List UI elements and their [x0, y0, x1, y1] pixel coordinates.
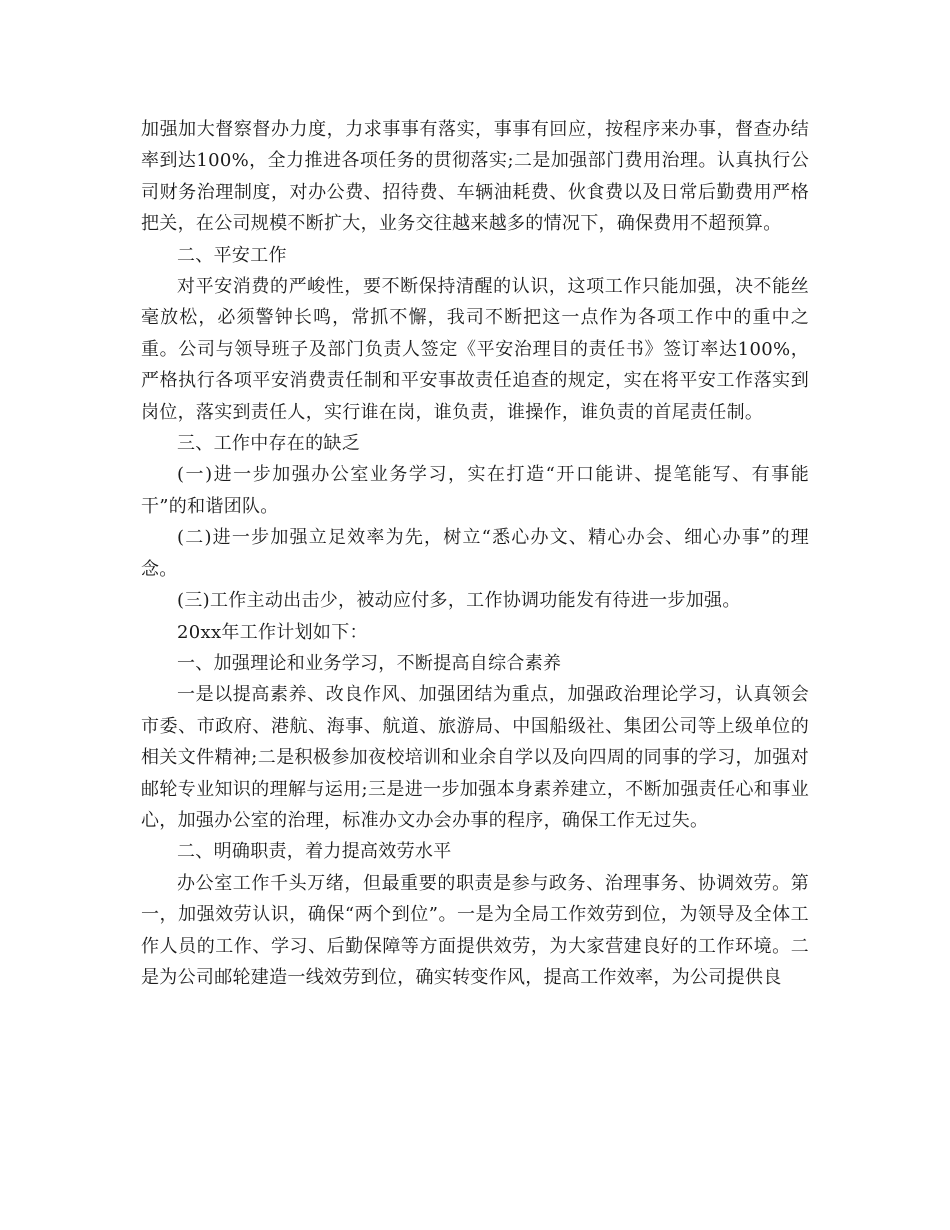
section-heading-shortcomings: 三、工作中存在的缺乏 [177, 433, 360, 455]
paragraph-1: 加强加大督察督办力度，力求事事有落实，事事有回应，按程序来办事，督查办结率到达100%，全力推进各项任务的贯彻落实;二是加强部门费用治理。认真执行公司财务治理制度，对办公费、招待费、车辆油耗费、伙食费以及日常后勤费用严格把关，在公司规模不断扩大，业务交往越来越多的情况下，确保费用不超预算。 [141, 119, 809, 235]
shortcoming-item-3: (三)工作主动出击少，被动应付多，工作协调功能发有待进一步加强。 [177, 590, 741, 612]
shortcoming-item-2: (二)进一步加强立足效率为先，树立“悉心办文、精心办会、细心办事”的理念。 [141, 527, 809, 580]
paragraph-study: 一是以提高素养、改良作风、加强团结为重点，加强政治理论学习，认真领会市委、市政府、港航、海事、航道、旅游局、中国船级社、集团公司等上级单位的相关文件精神;二是积极参加夜校培训和业余自学以及向四周的同事的学习，加强对邮轮专业知识的理解与运用;三是进一步加强本身素养建立，不断加强责任心和事业心，加强办公室的治理，标准办文办会办事的程序，确保工作无过失。 [141, 684, 809, 831]
section-heading-safety: 二、平安工作 [177, 244, 287, 266]
shortcoming-item-1: (一)进一步加强办公室业务学习，实在打造“开口能讲、提笔能写、有事能干”的和谐团队。 [141, 464, 809, 517]
paragraph-safety: 对平安消费的严峻性，要不断保持清醒的认识，这项工作只能加强，决不能丝毫放松，必须警钟长鸣，常抓不懈，我司不断把这一点作为各项工作中的重中之重。公司与领导班子及部门负责人签定《平安治理目的责任书》签订率达100%，严格执行各项平安消费责任制和平安事故责任追查的规定，实在将平安工作落实到岗位，落实到责任人，实行谁在岗，谁负责，谁操作，谁负责的首尾责任制。 [141, 276, 809, 423]
section-heading-duties: 二、明确职责，着力提高效劳水平 [177, 841, 452, 863]
paragraph-duties: 办公室工作千头万绪，但最重要的职责是参与政务、治理事务、协调效劳。第一，加强效劳认识，确保“两个到位”。一是为全局工作效劳到位，为领导及全体工作人员的工作、学习、后勤保障等方面提供效劳，为大家营建良好的工作环境。二是为公司邮轮建造一线效劳到位，确实转变作风，提高工作效率，为公司提供良 [141, 872, 809, 988]
plan-intro: 20xx年工作计划如下： [177, 621, 368, 643]
document-page [141, 114, 809, 993]
section-heading-study: 一、加强理论和业务学习，不断提高自综合素养 [177, 652, 562, 674]
